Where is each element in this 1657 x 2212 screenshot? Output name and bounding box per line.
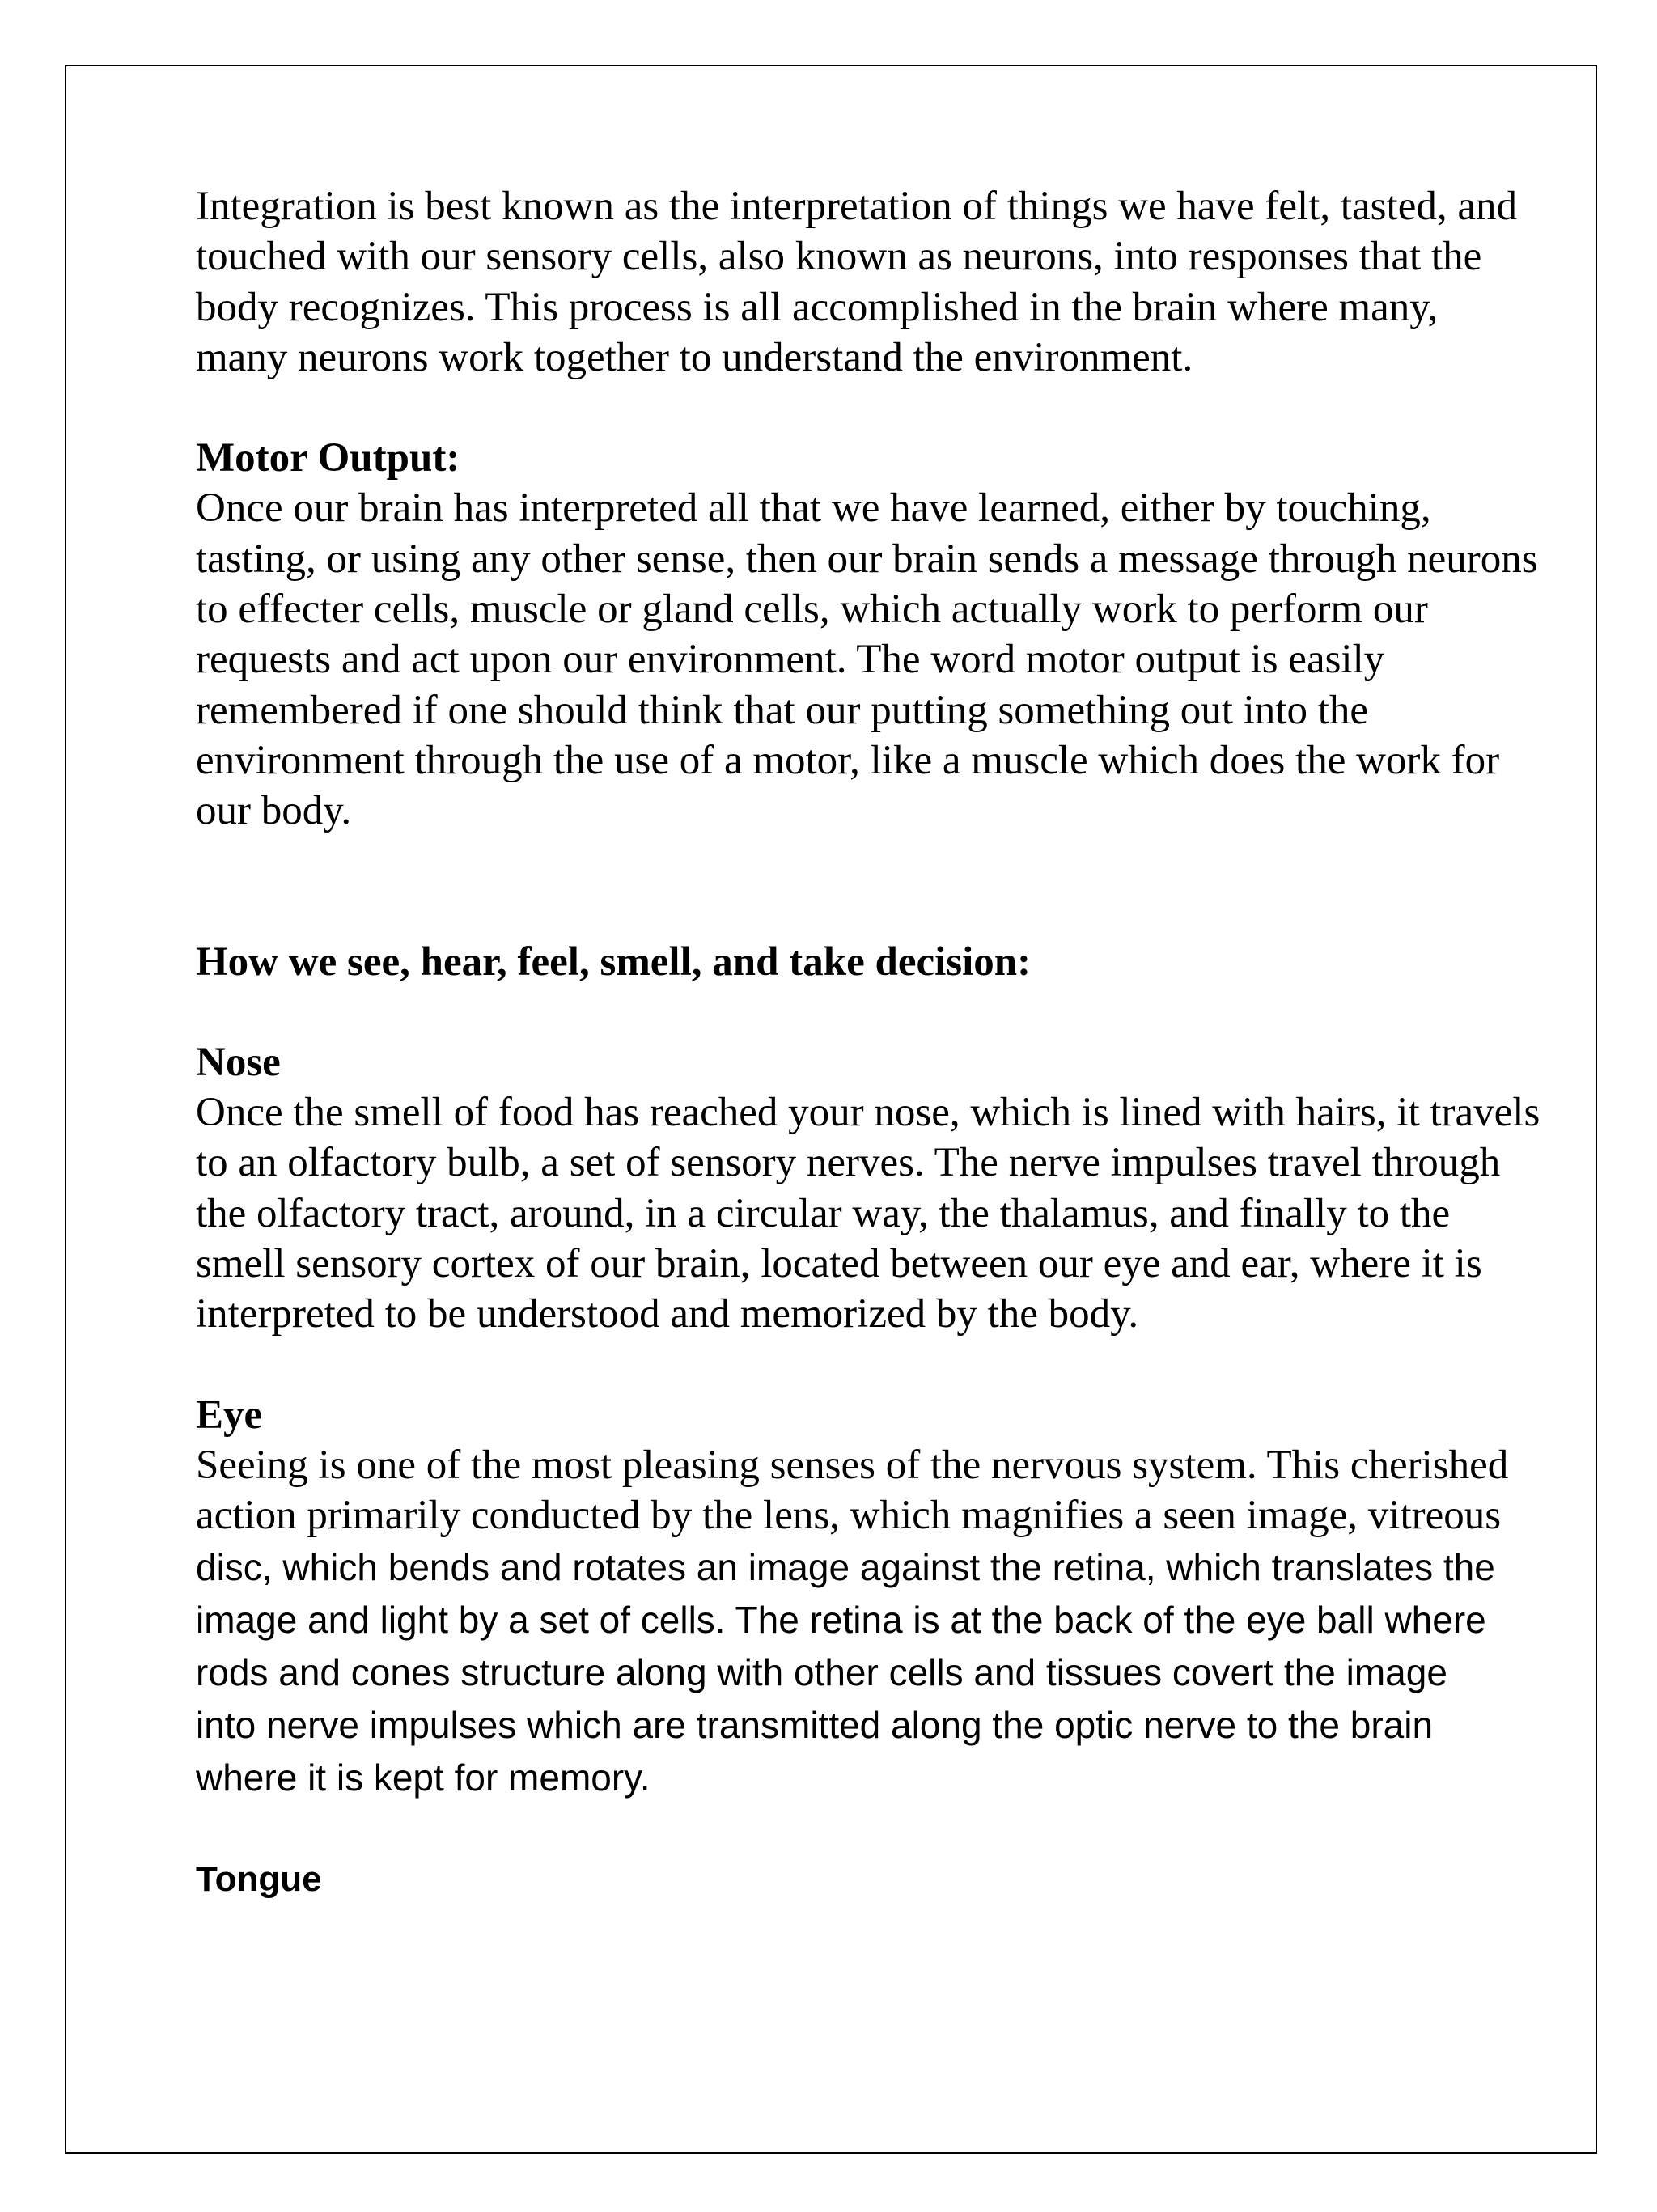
eye-heading: Eye bbox=[196, 1392, 263, 1438]
nose-heading: Nose bbox=[196, 1039, 281, 1085]
motor-output-heading: Motor Output: bbox=[196, 435, 460, 481]
eye-paragraph-serif: Seeing is one of the most pleasing senses of the nervous system. This cherished action primarily conducted by the lens, which magnifies a seen image, vitreous bbox=[196, 1442, 1509, 1539]
how-we-sense-heading: How we see, hear, feel, smell, and take decision: bbox=[196, 939, 1032, 985]
tongue-heading: Tongue bbox=[196, 1858, 322, 1899]
nose-paragraph: Once the smell of food has reached your nose, which is lined with hairs, it travels to an olfactory bulb, a set of sensory nerves. The nerve impulses travel through the olfactory tract, around, in a circular way, the thalamus, and finally to the smell sensory cortex of our brain, located between our eye and ear, where it is interpreted to be understood and memorized by the body. bbox=[196, 1090, 1540, 1337]
document-content bbox=[196, 181, 1620, 1905]
eye-paragraph-sans: disc, which bends and rotates an image against the retina, which translates the image and light by a set of cells. The retina is at the back of the eye ball where rods and cones structure along with other cells and tissues covert the image into nerve impulses which are transmitted along the optic nerve to the brain where it is kept for memory. bbox=[196, 1545, 1495, 1799]
motor-output-paragraph: Once our brain has interpreted all that we have learned, either by touching, tasting, or using any other sense, then our brain sends a message through neurons to effecter cells, muscle or gland cells, which actually work to perform our requests and act upon our environment. The word motor output is easily remembered if one should think that our putting something out into the environment through the use of a motor, like a muscle which does the work for our body. bbox=[196, 485, 1538, 834]
integration-paragraph: Integration is best known as the interpretation of things we have felt, tasted, and touched with our sensory cells, also known as neurons, into responses that the body recognizes. This process is all accomplished in the brain where many, many neurons work together to understand the environment. bbox=[196, 184, 1517, 380]
